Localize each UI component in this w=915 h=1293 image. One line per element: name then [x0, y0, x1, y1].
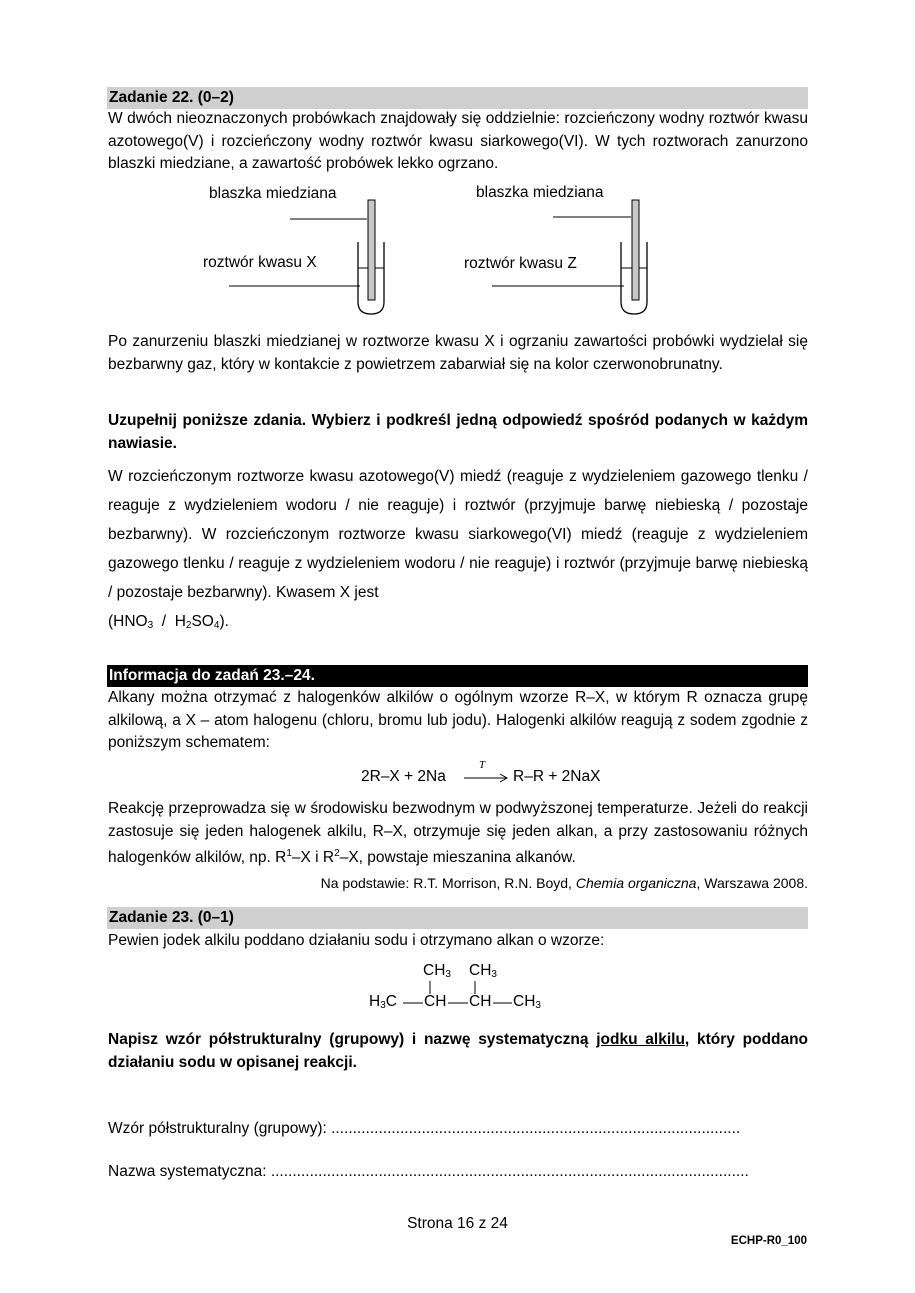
task22-statement: [108, 462, 808, 640]
statement-text: W rozcieńczonym roztworze kwasu azotowego(V) miedź (reaguje z wydzieleniem gazowego tlenku / reaguje z wydzieleniem wodoru / nie reaguje) i roztwór (przyjmuje barwę niebieską / pozostaje bezbarwny). W rozcieńczonym roztworze kwasu siarkowego(VI) miedź (reaguje z wydzieleniem gazowego tlenku / reaguje z wydzieleniem wodoru / nie reaguje) i roztwór (przyjmuje barwę niebieską / pozostaje bezbarwny). Kwasem X jest: [108, 468, 808, 601]
answer-name-dots[interactable]: ...............................................................................................................: [270, 1163, 749, 1180]
test-tubes-drawing: [0, 180, 915, 330]
right-solution-label: roztwór kwasu Z: [464, 255, 577, 272]
instruction-text: Uzupełnij poniższe zdania. Wybierz i podkreśl jedną odpowiedź spośród podanych w każdym nawiasie.: [108, 412, 808, 452]
source-citation: [108, 875, 808, 891]
reaction-arrow: [464, 773, 508, 783]
structural-formula: [0, 960, 915, 1018]
answer-formula-line[interactable]: [108, 1120, 808, 1138]
task23-instruction-text: [108, 1029, 808, 1074]
formula-top2-sub: 3: [491, 969, 497, 980]
test-tube-figure: [0, 180, 915, 330]
acid-open: (HNO: [108, 613, 148, 630]
reaction-scheme: [0, 760, 915, 792]
source-title: Chemia organiczna: [575, 875, 697, 891]
info-text2-c: –X, powstaje mieszanina alkanów.: [339, 849, 576, 866]
scheme-left: 2R–X + 2Na: [361, 768, 446, 785]
answer-name-line[interactable]: [108, 1163, 808, 1181]
info-paragraph: Alkany można otrzymać z halogenków alkilów o ogólnym wzorze R–X, w którym R oznacza grupę alkilową, a X – atom halogenu (chloru, bromu lub jodu). Halogenki alkilów reagują z sodem zgodnie z poniższym schematem:: [108, 689, 808, 751]
formula-top1-ch: CH: [423, 962, 446, 979]
acid-choice: [108, 607, 808, 640]
task23-intro-text: Pewien jodek alkilu poddano działaniu sodu i otrzymano alkan o wzorze:: [108, 932, 605, 949]
source-a: Na podstawie: R.T. Morrison, R.N. Boyd,: [320, 875, 576, 891]
answer-formula-dots[interactable]: ...............................................................................................: [331, 1120, 741, 1137]
right-test-tube: [492, 200, 647, 314]
acid-sep: / H: [153, 613, 186, 630]
task23-instruction-a: Napisz wzór półstrukturalny (grupowy) i nazwę systematyczną: [108, 1031, 597, 1048]
info-paragraph2: [108, 798, 808, 870]
acid-close: ).: [219, 613, 229, 630]
task23-instruction-b: , który poddano działaniu sodu w opisanej reakcji.: [108, 1031, 809, 1071]
formula-mid2: CH: [469, 993, 492, 1010]
task23-intro: [108, 930, 808, 953]
left-solution-label: roztwór kwasu X: [203, 254, 317, 271]
task22-header: Zadanie 22. (0–2): [107, 87, 808, 109]
formula-right-sub: 3: [535, 1000, 541, 1011]
formula-top1-sub: 3: [445, 969, 451, 980]
info-header: Informacja do zadań 23.–24.: [107, 665, 808, 687]
formula-top2-ch: CH: [469, 962, 492, 979]
info-sup2: 2: [334, 848, 340, 859]
left-test-tube: [229, 200, 384, 314]
right-plate-label: blaszka miedziana: [476, 184, 604, 201]
exam-code: ECHP-R0_100: [730, 1235, 807, 1247]
task22-instruction: [108, 410, 808, 455]
info-text: [108, 687, 808, 755]
task22-intro-text: W dwóch nieoznaczonych probówkach znajdowały się oddzielnie: rozcieńczony wodny roztwór kwasu azotowego(V) i rozcieńczony wodny roztwór kwasu siarkowego(VI). W tych roztworach zanurzono blaszki miedziane, a zawartość probówek lekko ogrzano.: [108, 110, 808, 172]
page-number: Strona 16 z 24: [407, 1215, 508, 1232]
answer-formula-label: Wzór półstrukturalny (grupowy):: [108, 1120, 332, 1137]
acid-sub-4: 4: [213, 620, 220, 631]
formula-mid1: CH: [424, 993, 447, 1010]
source-b: , Warszawa 2008.: [696, 875, 808, 891]
formula-right-ch: CH: [513, 993, 536, 1010]
formula-left-h: H: [369, 993, 381, 1010]
observation-text: Po zanurzeniu blaszki miedzianej w roztworze kwasu X i ogrzaniu zawartości probówki wydzielał się bezbarwny gaz, który w kontakcie z powietrzem zabarwiał się na kolor czerwonobrunatny.: [108, 333, 808, 373]
formula-left-c: C: [385, 993, 397, 1010]
task22-intro: [108, 108, 808, 176]
task23-instruction: [108, 1029, 808, 1074]
info-sup1: 1: [286, 848, 292, 859]
info-text2: [108, 798, 808, 870]
scheme-right: R–R + 2NaX: [513, 768, 601, 785]
acid-so: SO: [191, 613, 214, 630]
answer-name-label: Nazwa systematyczna:: [108, 1163, 271, 1180]
left-plate-label: blaszka miedziana: [209, 185, 337, 202]
task23-instruction-underlined: jodku alkilu: [596, 1031, 685, 1048]
formula-left-sub: 3: [380, 1000, 386, 1011]
formula-bonds: [0, 960, 915, 1018]
acid-sub-2: 2: [185, 620, 192, 631]
info-text2-a: Reakcję przeprowadza się w środowisku bezwodnym w podwyższonej temperaturze. Jeżeli do reakcji zastosuje się jeden halogenek alkilu, R–X, otrzymuje się jeden alkan, a przy zastosowaniu różnych halogenków alkilów, np. R: [108, 800, 808, 866]
acid-sub-3: 3: [147, 620, 154, 631]
scheme-condition: T: [479, 759, 486, 771]
info-text2-b: –X i R: [291, 849, 335, 866]
task23-header: Zadanie 23. (0–1): [107, 907, 808, 929]
task22-observation: [108, 331, 808, 376]
